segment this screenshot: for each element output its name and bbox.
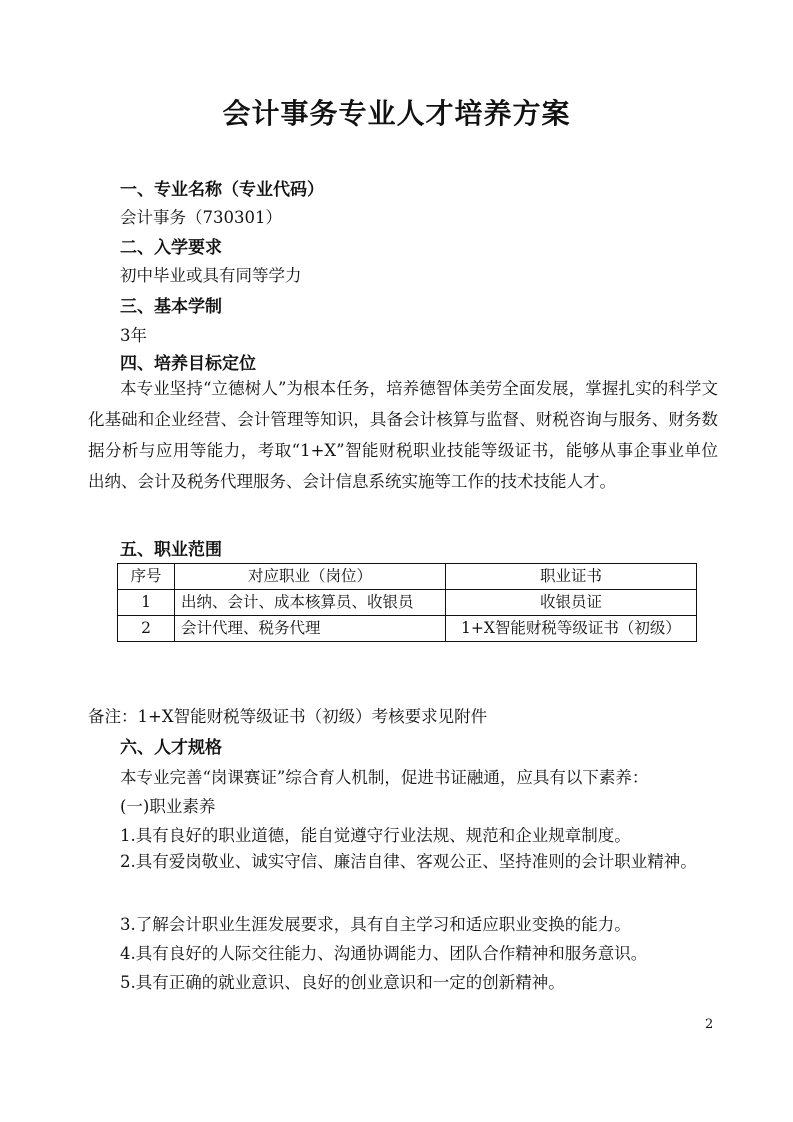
section-heading-objective: 四、培养目标定位 [120, 354, 256, 374]
list-item: 3.了解会计职业生涯发展要求，具有自主学习和适应职业变换的能力。 [120, 915, 631, 934]
table-cell: 出纳、会计、成本核算员、收银员 [175, 590, 446, 616]
major-name-value: 会计事务（730301） [120, 208, 282, 227]
table-header-cell: 序号 [118, 564, 175, 590]
talent-intro: 本专业完善“岗课赛证”综合育人机制，促进书证融通，应具有以下素养： [120, 768, 649, 787]
list-item: 2.具有爱岗敬业、诚实守信、廉洁自律、客观公正、坚持准则的会计职业精神。 [120, 852, 697, 871]
table-row [118, 616, 697, 642]
section-heading-admission: 二、入学要求 [120, 238, 222, 258]
list-item: 5.具有正确的就业意识、良好的创业意识和一定的创新精神。 [120, 973, 565, 992]
table-cell: 2 [118, 616, 175, 642]
section-heading-duration: 三、基本学制 [120, 297, 222, 317]
document-title: 会计事务专业人才培养方案 [222, 97, 571, 130]
section-heading-career-scope: 五、职业范围 [120, 540, 222, 560]
table-row [118, 590, 697, 616]
objective-paragraph: 本专业坚持“立德树人”为根本任务，培养德智体美劳全面发展，掌握扎实的科学文化基础和企业经营、会计管理等知识，具备会计核算与监督、财税咨询与服务、财务数据分析与应用等能力，考取“1+X”智能财税职业技能等级证书，能够从事企事业单位出纳、会计及税务代理服务、会计信息系统实施等工作的技术技能人才。 [88, 379, 718, 491]
career-table [117, 563, 697, 642]
table-cell: 1 [118, 590, 175, 616]
table-note: 备注：1+X智能财税等级证书（初级）考核要求见附件 [88, 707, 488, 726]
subsection-heading-professional-quality: (一)职业素养 [120, 797, 216, 816]
table-cell: 会计代理、税务代理 [175, 616, 446, 642]
table-header-cell: 对应职业（岗位） [175, 564, 446, 590]
admission-value: 初中毕业或具有同等学力 [120, 266, 302, 285]
table-header-row [118, 564, 697, 590]
table-cell: 1+X智能财税等级证书（初级） [446, 616, 697, 642]
list-item: 4.具有良好的人际交往能力、沟通协调能力、团队合作精神和服务意识。 [120, 944, 648, 963]
table-header-cell: 职业证书 [446, 564, 697, 590]
table-cell: 收银员证 [446, 590, 697, 616]
duration-value: 3年 [120, 326, 147, 345]
section-heading-talent-spec: 六、人才规格 [120, 738, 222, 758]
section-heading-major-name: 一、专业名称（专业代码） [120, 180, 324, 200]
page-number: 2 [705, 1017, 714, 1032]
list-item: 1.具有良好的职业道德，能自觉遵守行业法规、规范和企业规章制度。 [120, 826, 631, 845]
